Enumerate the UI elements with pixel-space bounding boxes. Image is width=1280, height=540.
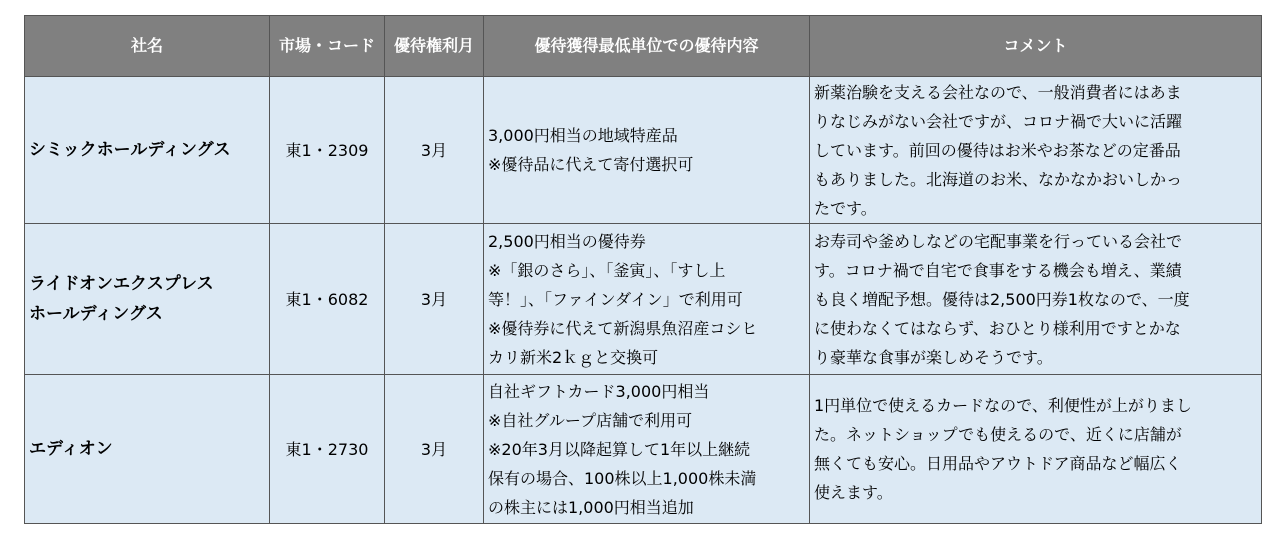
benefit-line: ※優待券に代えて新潟県魚沼産コシヒ bbox=[488, 318, 758, 338]
comment-line: 新薬治験を支える会社なので、一般消費者にはあま bbox=[814, 82, 1182, 102]
comment-line: に使わなくてはならず、おひとり様利用ですとかな bbox=[814, 318, 1181, 338]
table-row bbox=[25, 77, 1262, 224]
benefit-line: ※20年3月以降起算して1年以上継続 bbox=[488, 439, 751, 459]
company-name-line: ライドオンエクスプレス bbox=[29, 274, 214, 294]
table-row bbox=[25, 224, 1262, 375]
rights-month-cell: 3月 bbox=[385, 224, 484, 375]
comment-line: た。ネットショップでも使えるので、近くに店舗が bbox=[814, 425, 1182, 444]
comment-cell bbox=[810, 224, 1262, 375]
comment-line: り豪華な食事が楽しめそうです。 bbox=[814, 347, 1053, 367]
benefit-cell bbox=[484, 77, 810, 224]
benefit-line: ※「銀のさら」、「釜寅」、「すし上 bbox=[488, 260, 726, 280]
header-benefit: 優待獲得最低単位での優待内容 bbox=[484, 16, 810, 77]
company-cell bbox=[25, 375, 270, 524]
rights-month-cell: 3月 bbox=[385, 77, 484, 224]
comment-line: 使えます。 bbox=[814, 483, 893, 502]
benefit-line: 3,000円相当の地域特産品 bbox=[488, 126, 678, 145]
company-cell bbox=[25, 224, 270, 375]
comment-line: たです。 bbox=[814, 198, 877, 218]
benefit-line: 2,500円相当の優待券 bbox=[488, 231, 646, 251]
header-row bbox=[25, 16, 1262, 77]
comment-line: もありました。北海道のお米、なかなかおいしかっ bbox=[814, 169, 1183, 189]
company-name-line: エディオン bbox=[29, 439, 113, 459]
header-company: 社名 bbox=[25, 16, 270, 77]
rights-month-cell: 3月 bbox=[385, 375, 484, 524]
market-code-cell: 東1・2309 bbox=[270, 77, 385, 224]
comment-cell bbox=[810, 77, 1262, 224]
comment-line: りなじみがない会社ですが、コロナ禍で大いに活躍 bbox=[814, 111, 1183, 131]
benefit-line: ※自社グループ店舗で利用可 bbox=[488, 410, 693, 430]
header-comment: コメント bbox=[810, 16, 1262, 77]
comment-line: す。コロナ禍で自宅で食事をする機会も増え、業績 bbox=[814, 260, 1182, 280]
comment-line: 1円単位で使えるカードなので、利便性が上がりまし bbox=[814, 396, 1192, 415]
market-code-cell: 東1・2730 bbox=[270, 375, 385, 524]
table-row bbox=[25, 375, 1262, 524]
company-name-line: ホールディングス bbox=[29, 304, 163, 324]
benefits-table bbox=[24, 15, 1262, 524]
benefit-cell bbox=[484, 224, 810, 375]
comment-cell bbox=[810, 375, 1262, 524]
benefit-cell bbox=[484, 375, 810, 524]
comment-line: お寿司や釜めしなどの宅配事業を行っている会社で bbox=[814, 231, 1183, 251]
comment-line: 無くても安心。日用品やアウトドア商品など幅広く bbox=[814, 454, 1182, 473]
comment-line: しています。前回の優待はお米やお茶などの定番品 bbox=[814, 140, 1181, 160]
header-market-code: 市場・コード bbox=[270, 16, 385, 77]
benefit-line: ※優待品に代えて寄付選択可 bbox=[488, 155, 694, 174]
company-cell bbox=[25, 77, 270, 224]
benefit-line: の株主には1,000円相当追加 bbox=[488, 497, 694, 517]
market-code-cell: 東1・6082 bbox=[270, 224, 385, 375]
benefit-line: カリ新米2ｋｇと交換可 bbox=[488, 347, 659, 367]
company-name-line: シミックホールディングス bbox=[29, 140, 231, 160]
benefit-line: 自社ギフトカード3,000円相当 bbox=[488, 381, 710, 401]
benefit-line: 保有の場合、100株以上1,000株未満 bbox=[488, 468, 757, 488]
benefit-line: 等！」、「ファインダイン」で利用可 bbox=[488, 289, 743, 309]
header-rights-month: 優待権利月 bbox=[385, 16, 484, 77]
comment-line: も良く増配予想。優待は2,500円券1枚なので、一度 bbox=[814, 289, 1190, 309]
